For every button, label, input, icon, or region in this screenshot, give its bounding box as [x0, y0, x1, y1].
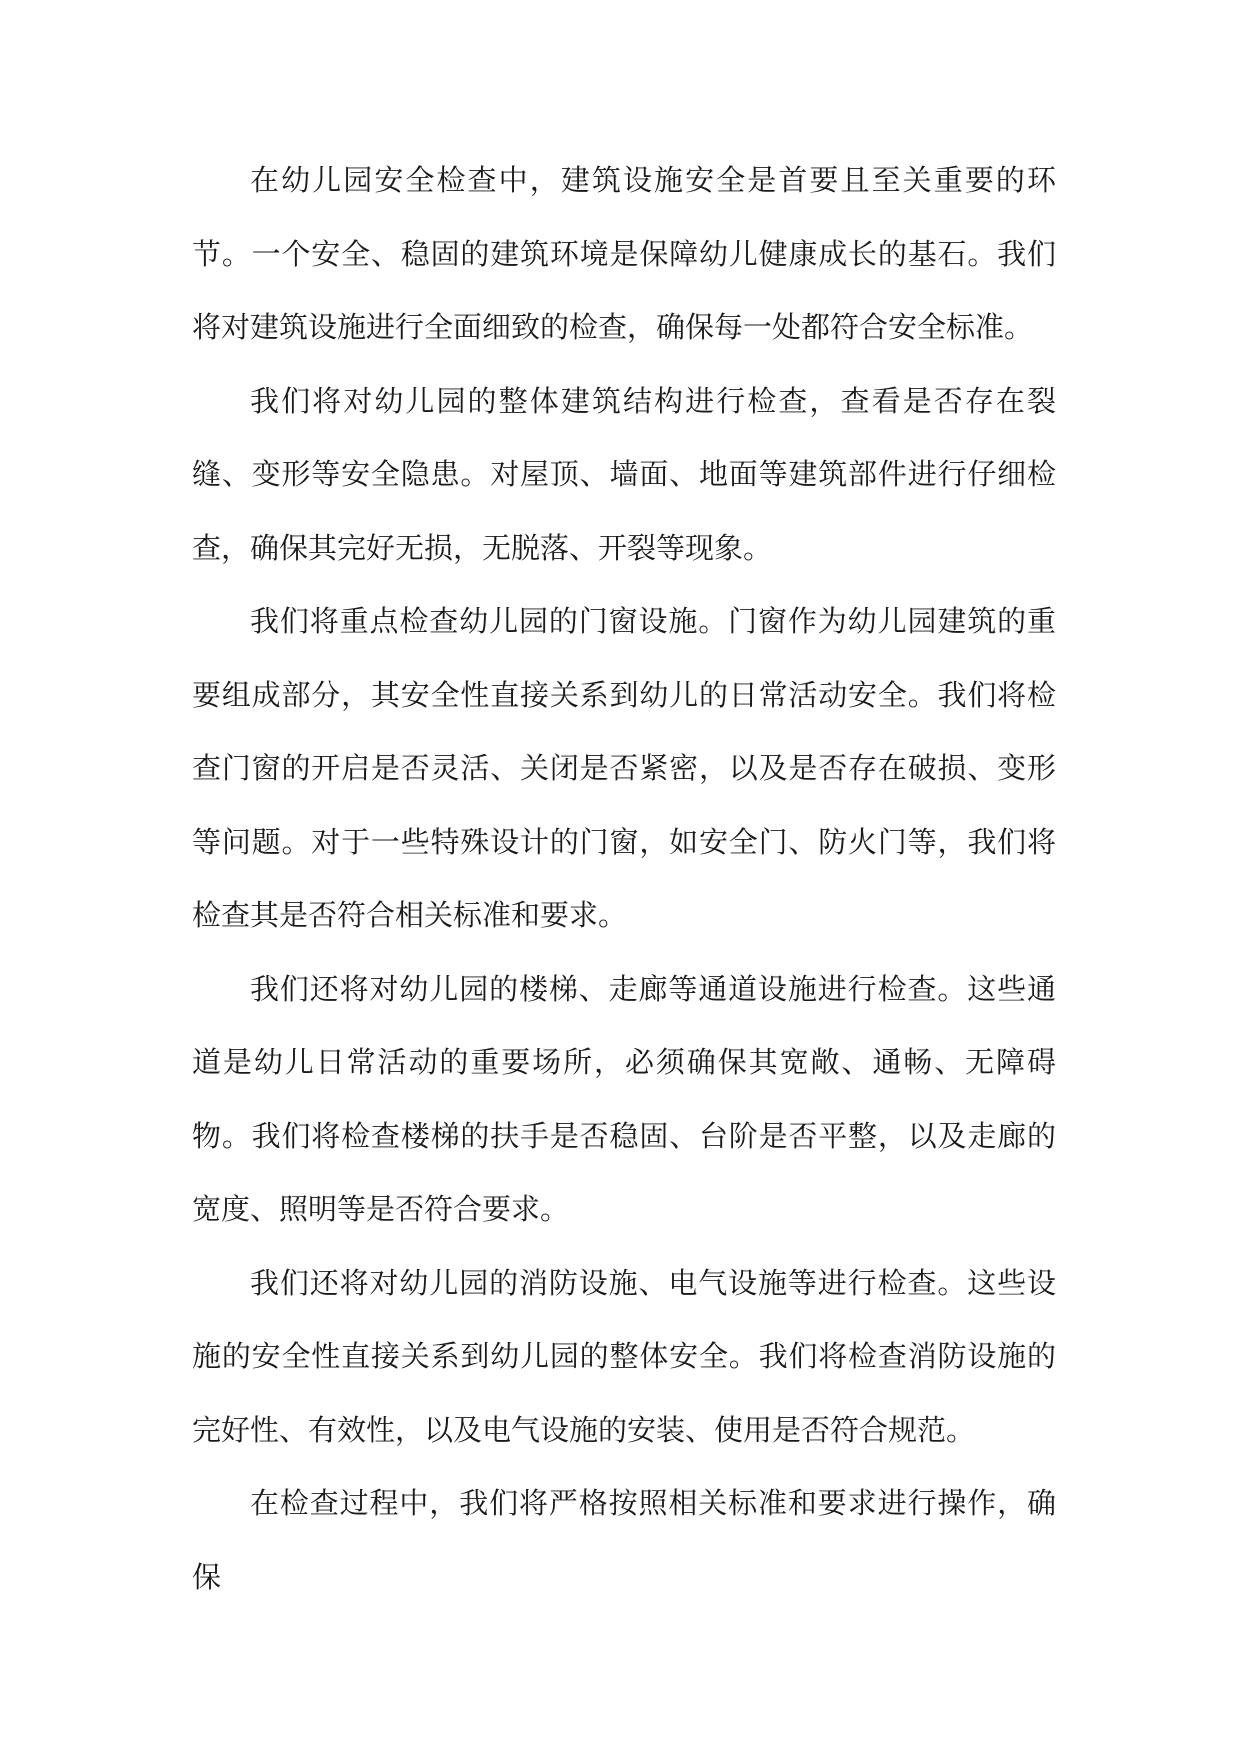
- document-body: [192, 144, 1056, 1614]
- paragraph-fire-electrical-check: 我们还将对幼儿园的消防设施、电气设施等进行检查。这些设施的安全性直接关系到幼儿园的整体安全。我们将检查消防设施的完好性、有效性，以及电气设施的安装、使用是否符合规范。: [192, 1265, 1056, 1447]
- paragraph-doors-windows-check: 我们将重点检查幼儿园的门窗设施。门窗作为幼儿园建筑的重要组成部分，其安全性直接关系到幼儿的日常活动安全。我们将检查门窗的开启是否灵活、关闭是否紧密，以及是否存在破损、变形等问题。对于一些特殊设计的门窗，如安全门、防火门等，我们将检查其是否符合相关标准和要求。: [192, 604, 1056, 932]
- paragraph-stairs-corridors-check: 我们还将对幼儿园的楼梯、走廊等通道设施进行检查。这些通道是幼儿日常活动的重要场所，必须确保其宽敞、通畅、无障碍物。我们将检查楼梯的扶手是否稳固、台阶是否平整，以及走廊的宽度、照明等是否符合要求。: [192, 971, 1056, 1226]
- paragraph-structure-check: 我们将对幼儿园的整体建筑结构进行检查，查看是否存在裂缝、变形等安全隐患。对屋顶、墙面、地面等建筑部件进行仔细检查，确保其完好无损，无脱落、开裂等现象。: [192, 383, 1056, 565]
- paragraph-building-safety-intro: 在幼儿园安全检查中，建筑设施安全是首要且至关重要的环节。一个安全、稳固的建筑环境是保障幼儿健康成长的基石。我们将对建筑设施进行全面细致的检查，确保每一处都符合安全标准。: [192, 163, 1056, 344]
- paragraph-inspection-process: 在检查过程中，我们将严格按照相关标准和要求进行操作，确保: [192, 1486, 1056, 1594]
